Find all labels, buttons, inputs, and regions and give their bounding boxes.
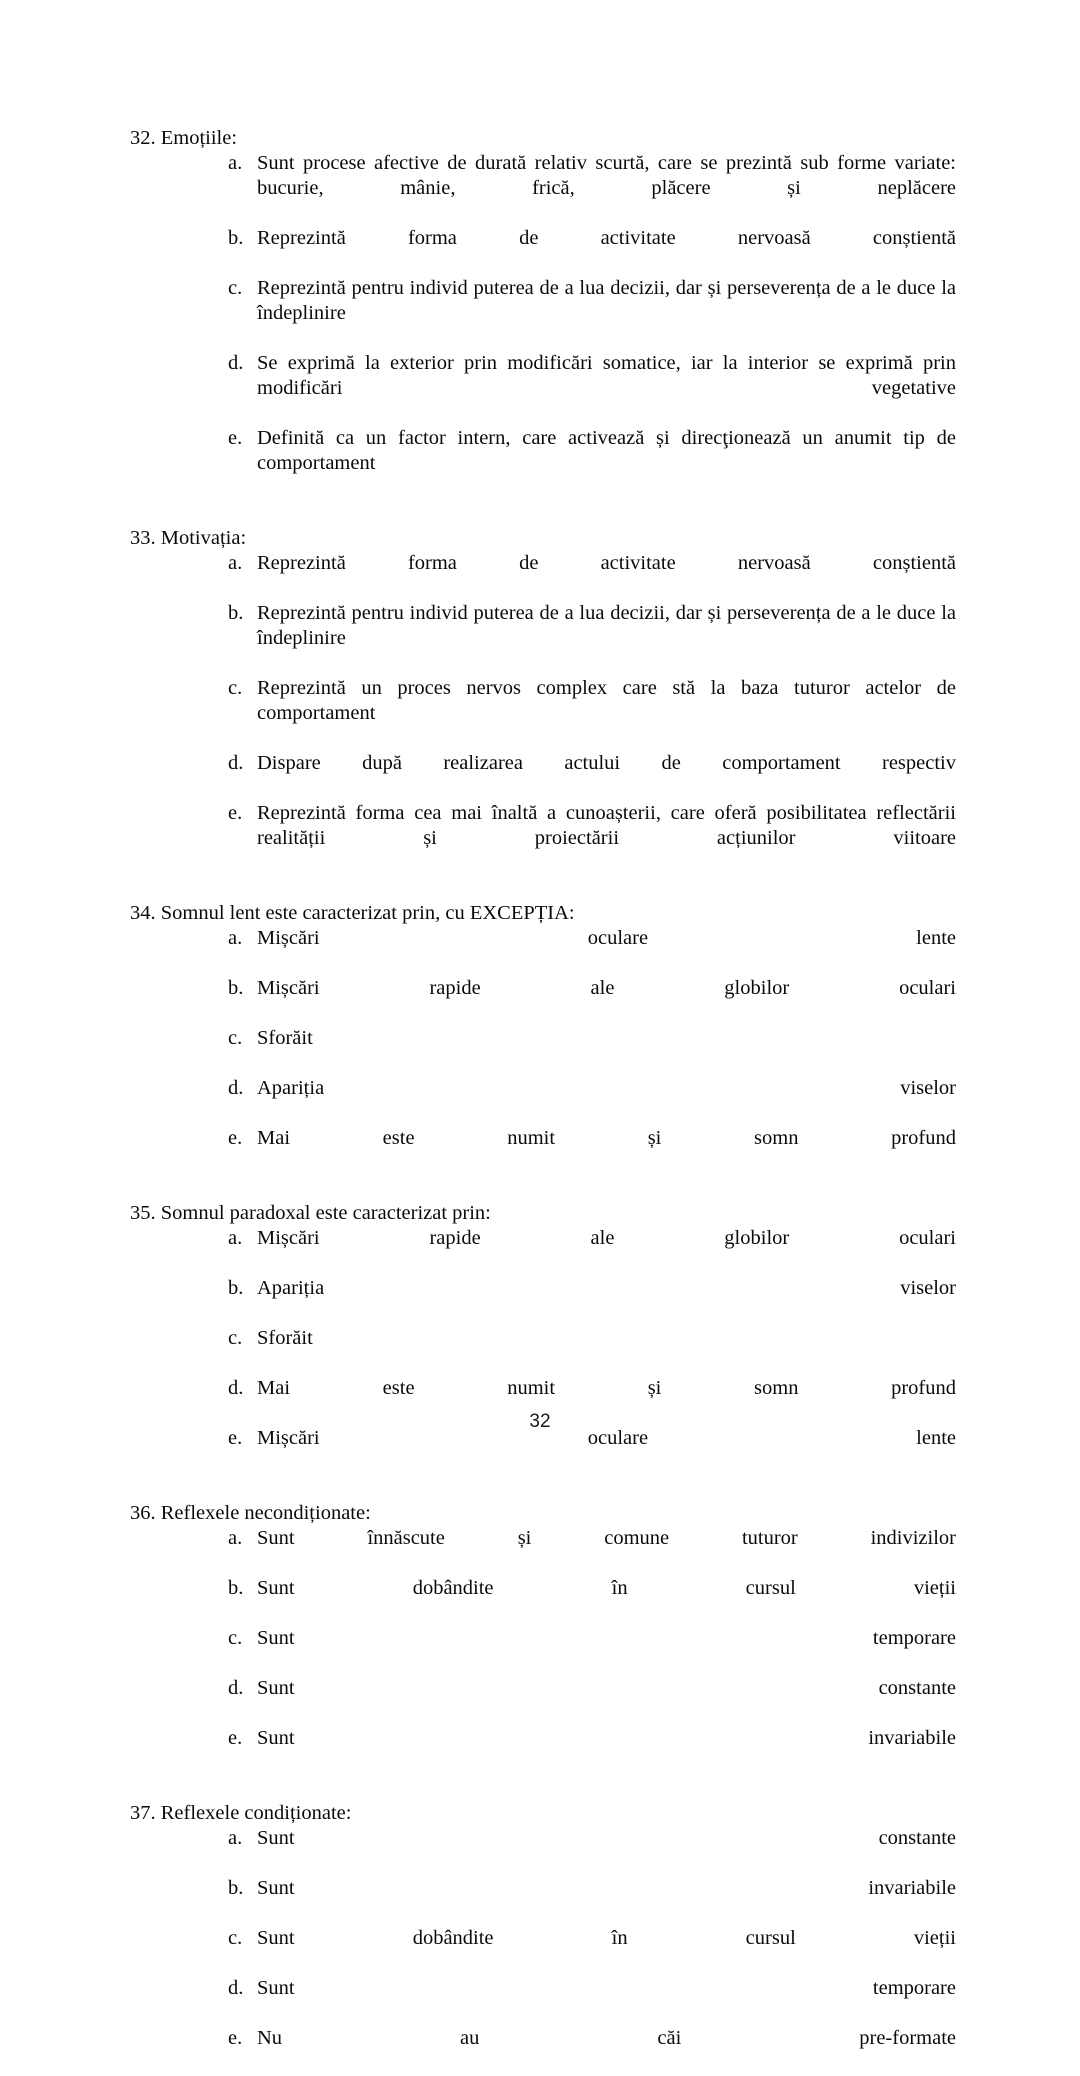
page-number: 32 xyxy=(529,1411,551,1432)
option-text: Reprezintă forma de activitate nervoasă conștientă xyxy=(257,227,956,249)
option-text: Sunt temporare xyxy=(257,1627,956,1649)
option-item[interactable] xyxy=(130,1576,956,1626)
option-text: Mișcări rapide ale globilor oculari xyxy=(257,1227,956,1249)
question-title: 36. Reflexele necondiționate: xyxy=(130,1502,371,1524)
option-letter: c. xyxy=(228,1327,243,1349)
option-text: Mișcări rapide ale globilor oculari xyxy=(257,977,956,999)
option-item[interactable] xyxy=(130,976,956,1026)
option-letter: e. xyxy=(228,2027,243,2049)
option-item[interactable] xyxy=(130,676,956,751)
question-title: 35. Somnul paradoxal este caracterizat prin: xyxy=(130,1202,491,1224)
option-item[interactable] xyxy=(130,1026,956,1076)
question-block xyxy=(130,901,956,1176)
option-letter: a. xyxy=(228,552,243,574)
option-item[interactable] xyxy=(130,1276,956,1326)
option-item[interactable] xyxy=(130,1526,956,1576)
option-text: Nu au căi pre-formate xyxy=(257,2027,956,2049)
option-item[interactable] xyxy=(130,551,956,601)
option-text: Sunt invariabile xyxy=(257,1727,956,1749)
option-list xyxy=(130,1526,956,1776)
option-letter: d. xyxy=(228,1377,244,1399)
option-item[interactable] xyxy=(130,1126,956,1176)
question-block xyxy=(130,1801,956,2076)
question-block xyxy=(130,1501,956,1776)
option-item[interactable] xyxy=(130,1326,956,1376)
option-text: Definită ca un factor intern, care activează și direcţionează un anumit tip de comportament xyxy=(257,427,956,474)
option-list xyxy=(130,151,956,501)
option-letter: a. xyxy=(228,927,243,949)
option-text: Sunt procese afective de durată relativ scurtă, care se prezintă sub forme variate: bucurie, mânie, frică, plăcere și neplăcere xyxy=(257,152,956,199)
option-text: Dispare după realizarea actului de comportament respectiv xyxy=(257,752,956,774)
option-item[interactable] xyxy=(130,1676,956,1726)
option-text: Mai este numit și somn profund xyxy=(257,1127,956,1149)
option-letter: e. xyxy=(228,1727,243,1749)
option-item[interactable] xyxy=(130,351,956,426)
option-item[interactable] xyxy=(130,601,956,676)
question-block xyxy=(130,126,956,501)
option-text: Apariția viselor xyxy=(257,1077,956,1099)
option-item[interactable] xyxy=(130,2026,956,2076)
option-letter: e. xyxy=(228,1127,243,1149)
option-item[interactable] xyxy=(130,276,956,351)
option-item[interactable] xyxy=(130,926,956,976)
option-text: Reprezintă pentru individ puterea de a lua decizii, dar și perseverența de a le duce la îndeplinire xyxy=(257,602,956,649)
option-text: Reprezintă un proces nervos complex care stă la baza tuturor actelor de comportament xyxy=(257,677,956,724)
option-text: Mai este numit și somn profund xyxy=(257,1377,956,1399)
option-item[interactable] xyxy=(130,1076,956,1126)
option-letter: c. xyxy=(228,1927,243,1949)
option-letter: a. xyxy=(228,1227,243,1249)
option-text: Se exprimă la exterior prin modificări somatice, iar la interior se exprimă prin modificări vegetative xyxy=(257,352,956,399)
option-text: Sunt invariabile xyxy=(257,1877,956,1899)
option-item[interactable] xyxy=(130,1976,956,2026)
option-letter: a. xyxy=(228,1827,243,1849)
option-letter: c. xyxy=(228,677,243,699)
option-letter: c. xyxy=(228,1627,243,1649)
option-text: Sunt temporare xyxy=(257,1977,956,1999)
option-letter: c. xyxy=(228,1027,243,1049)
option-letter: a. xyxy=(228,1527,243,1549)
option-item[interactable] xyxy=(130,1926,956,1976)
option-item[interactable] xyxy=(130,1626,956,1676)
option-text: Sunt constante xyxy=(257,1677,956,1699)
question-title: 32. Emoțiile: xyxy=(130,127,238,149)
option-letter: d. xyxy=(228,352,244,374)
question-title: 37. Reflexele condiționate: xyxy=(130,1802,352,1824)
option-item[interactable] xyxy=(130,1726,956,1776)
option-letter: b. xyxy=(228,602,244,624)
option-list xyxy=(130,551,956,876)
option-text: Reprezintă forma cea mai înaltă a cunoașterii, care oferă posibilitatea reflectării realității și proiectării acțiunilor viitoare xyxy=(257,802,956,849)
option-letter: b. xyxy=(228,1277,244,1299)
option-item[interactable] xyxy=(130,1876,956,1926)
option-text: Sforăit xyxy=(257,1027,313,1049)
question-title: 33. Motivația: xyxy=(130,527,247,549)
option-list xyxy=(130,1826,956,2076)
option-item[interactable] xyxy=(130,226,956,276)
option-letter: c. xyxy=(228,277,243,299)
option-letter: e. xyxy=(228,427,243,449)
option-list xyxy=(130,926,956,1176)
option-text: Sunt dobândite în cursul vieții xyxy=(257,1577,956,1599)
question-list xyxy=(130,126,956,2076)
option-item[interactable] xyxy=(130,1226,956,1276)
option-text: Mișcări oculare lente xyxy=(257,927,956,949)
option-letter: d. xyxy=(228,752,244,774)
option-letter: b. xyxy=(228,1577,244,1599)
option-text: Sunt dobândite în cursul vieții xyxy=(257,1927,956,1949)
option-item[interactable] xyxy=(130,751,956,801)
option-letter: e. xyxy=(228,802,243,824)
option-item[interactable] xyxy=(130,151,956,226)
option-letter: d. xyxy=(228,1677,244,1699)
option-letter: e. xyxy=(228,1427,243,1449)
option-letter: b. xyxy=(228,1877,244,1899)
option-letter: d. xyxy=(228,1077,244,1099)
option-text: Reprezintă pentru individ puterea de a lua decizii, dar și perseverența de a le duce la îndeplinire xyxy=(257,277,956,324)
option-text: Reprezintă forma de activitate nervoasă conștientă xyxy=(257,552,956,574)
option-letter: b. xyxy=(228,227,244,249)
option-text: Apariția viselor xyxy=(257,1277,956,1299)
option-letter: a. xyxy=(228,152,243,174)
question-block xyxy=(130,526,956,876)
option-text: Sunt constante xyxy=(257,1827,956,1849)
option-text: Sforăit xyxy=(257,1327,313,1349)
question-title: 34. Somnul lent este caracterizat prin, cu EXCEPȚIA: xyxy=(130,902,575,924)
option-text: Sunt înnăscute și comune tuturor indivizilor xyxy=(257,1527,956,1549)
option-text: Mișcări oculare lente xyxy=(257,1427,956,1449)
option-letter: b. xyxy=(228,977,244,999)
question-block xyxy=(130,1201,956,1476)
option-letter: d. xyxy=(228,1977,244,1999)
option-list xyxy=(130,1226,956,1476)
option-item[interactable] xyxy=(130,426,956,501)
option-item[interactable] xyxy=(130,1826,956,1876)
option-item[interactable] xyxy=(130,801,956,876)
